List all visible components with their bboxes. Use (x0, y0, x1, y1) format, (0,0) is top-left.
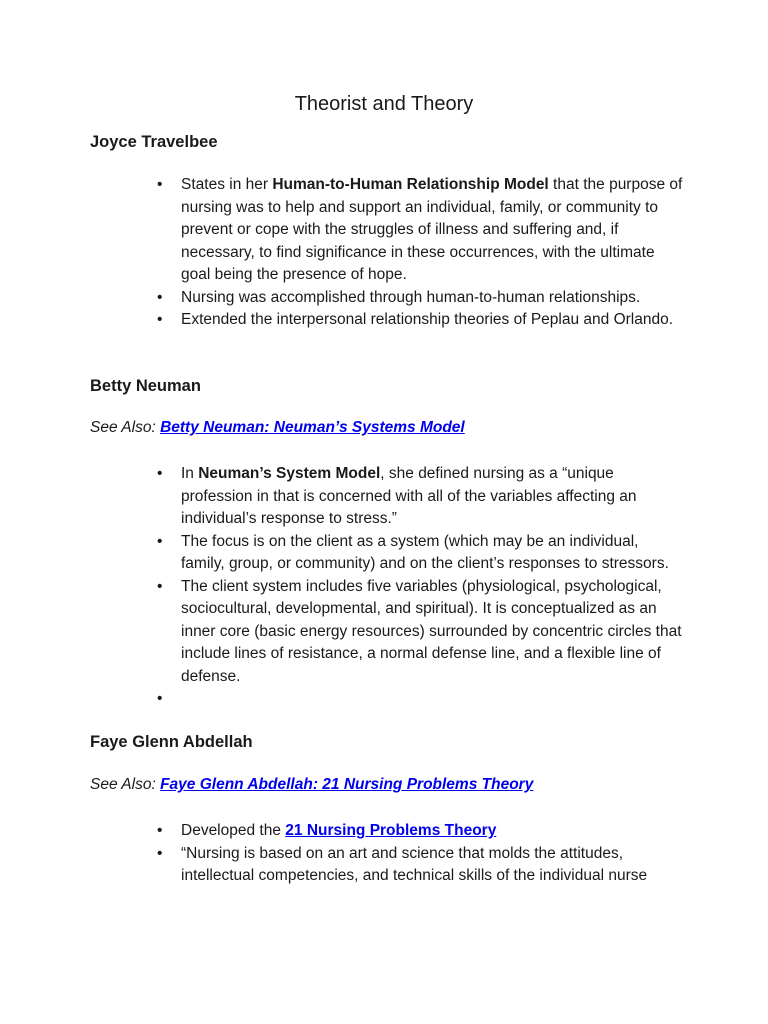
bullet-text: that the purpose of nursing was to help and support an individual, family, or community to prevent or cope with the struggles of illness and suffering and, if necessary, to find significance in these occurrences, with the ultimate goal being the presence of hope. (181, 176, 683, 283)
section-heading-neuman: Betty Neuman (90, 377, 201, 395)
list-item (155, 174, 685, 287)
bullet-text: In (181, 465, 199, 482)
list-item (155, 820, 685, 843)
see-also-abdellah (90, 776, 533, 794)
bullet-list-travelbee (155, 174, 685, 332)
section-heading-abdellah: Faye Glenn Abdellah (90, 733, 253, 751)
bullet-text: Developed the (181, 822, 286, 839)
bullet-list-neuman (155, 463, 685, 711)
see-also-neuman (90, 419, 465, 437)
list-item (155, 843, 685, 888)
list-item (155, 531, 685, 576)
bold-term: Human-to-Human Relationship Model (272, 176, 549, 193)
bullet-text: Extended the interpersonal relationship theories of Peplau and Orlando. (181, 311, 674, 328)
see-also-label: See Also: (90, 419, 161, 436)
bullet-text: Nursing was accomplished through human-to-human relationships. (181, 288, 641, 306)
bullet-text: The client system includes five variables (physiological, psychological, sociocultural, developmental, and spiritual). It is conceptualized as an inner core (basic energy resources) surrounded by concentric circles that include lines of resistance, a normal defense line, and a flexible line of defense. (181, 577, 682, 685)
list-item (155, 287, 685, 310)
see-also-label: See Also: (90, 776, 161, 793)
bullet-text: “Nursing is based on an art and science that molds the attitudes, intellectual competencies, and technical skills of the individual nurse (181, 844, 648, 884)
bullet-list-abdellah (155, 820, 685, 888)
list-item (155, 576, 685, 689)
bullet-text: States in her (181, 176, 273, 193)
bold-term: Neuman’s System Model (198, 465, 381, 482)
document-title: Theorist and Theory (294, 93, 474, 115)
list-item-empty (155, 688, 685, 711)
section-heading-travelbee: Joyce Travelbee (90, 133, 218, 151)
see-also-link-neuman[interactable]: Betty Neuman: Neuman’s Systems Model (160, 419, 465, 436)
list-item (155, 309, 685, 332)
bullet-text: , she defined nursing as a “unique profession in that is concerned with all of the variables affecting an individual’s response to stress.” (181, 465, 637, 527)
list-item (155, 463, 685, 531)
bullet-text: The focus is on the client as a system (which may be an individual, family, group, or community) and on the client’s responses to stressors. (181, 532, 669, 572)
theory-link[interactable]: 21 Nursing Problems Theory (285, 822, 497, 839)
see-also-link-abdellah[interactable]: Faye Glenn Abdellah: 21 Nursing Problems Theory (160, 776, 534, 793)
